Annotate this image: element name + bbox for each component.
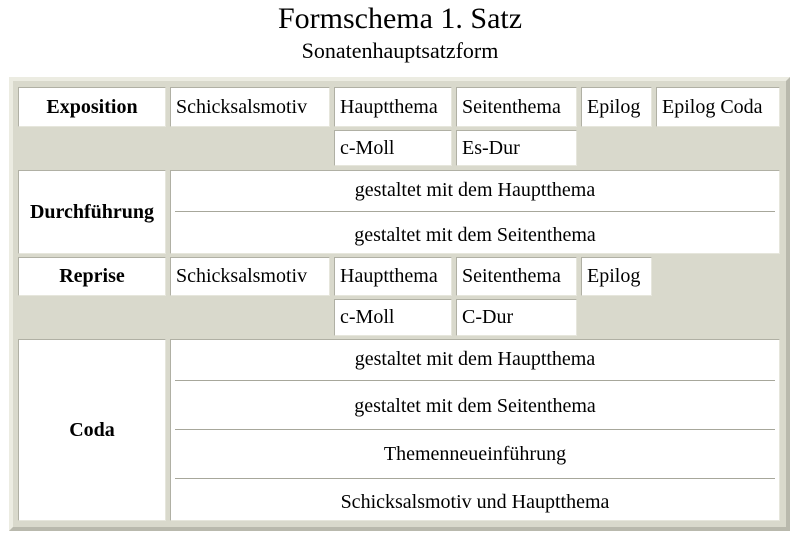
exposition-epilog: Epilog bbox=[581, 87, 652, 127]
reprise-key-hauptthema: c-Moll bbox=[334, 299, 452, 336]
exposition-key-seitenthema: Es-Dur bbox=[456, 130, 577, 166]
durchfuehrung-row-seitenthema: gestaltet mit dem Seitenthema bbox=[354, 224, 596, 246]
coda-label: Coda bbox=[18, 339, 166, 521]
exposition-seitenthema: Seitenthema bbox=[456, 87, 577, 127]
durchfuehrung-content bbox=[170, 170, 780, 254]
reprise-schicksalsmotiv: Schicksalsmotiv bbox=[170, 257, 330, 296]
coda-row-seitenthema: gestaltet mit dem Seitenthema bbox=[354, 394, 596, 417]
durchfuehrung-row-hauptthema: gestaltet mit dem Hauptthema bbox=[354, 179, 596, 201]
coda-row-hauptthema: gestaltet mit dem Hauptthema bbox=[354, 347, 596, 370]
durchfuehrung-label: Durchführung bbox=[18, 170, 166, 254]
row-divider bbox=[175, 380, 775, 382]
exposition-hauptthema: Hauptthema bbox=[334, 87, 452, 127]
reprise-epilog: Epilog bbox=[581, 257, 652, 296]
row-divider bbox=[175, 429, 775, 431]
exposition-schicksalsmotiv: Schicksalsmotiv bbox=[170, 87, 330, 127]
row-divider bbox=[175, 211, 775, 213]
reprise-label: Reprise bbox=[18, 257, 166, 296]
exposition-key-hauptthema: c-Moll bbox=[334, 130, 452, 166]
page-title: Formschema 1. Satz bbox=[277, 2, 523, 35]
coda-row-schicksalsmotiv-hauptthema: Schicksalsmotiv und Hauptthema bbox=[340, 491, 610, 513]
coda-row-themenneueinfuehrung: Themenneueinführung bbox=[383, 443, 567, 465]
reprise-hauptthema: Hauptthema bbox=[334, 257, 452, 296]
reprise-seitenthema: Seitenthema bbox=[456, 257, 577, 296]
row-divider bbox=[175, 478, 775, 480]
page-subtitle: Sonatenhauptsatzform bbox=[301, 38, 499, 63]
reprise-key-seitenthema: C-Dur bbox=[456, 299, 577, 336]
exposition-label: Exposition bbox=[18, 87, 166, 127]
exposition-epilog-coda: Epilog Coda bbox=[656, 87, 780, 127]
coda-content bbox=[170, 339, 780, 521]
